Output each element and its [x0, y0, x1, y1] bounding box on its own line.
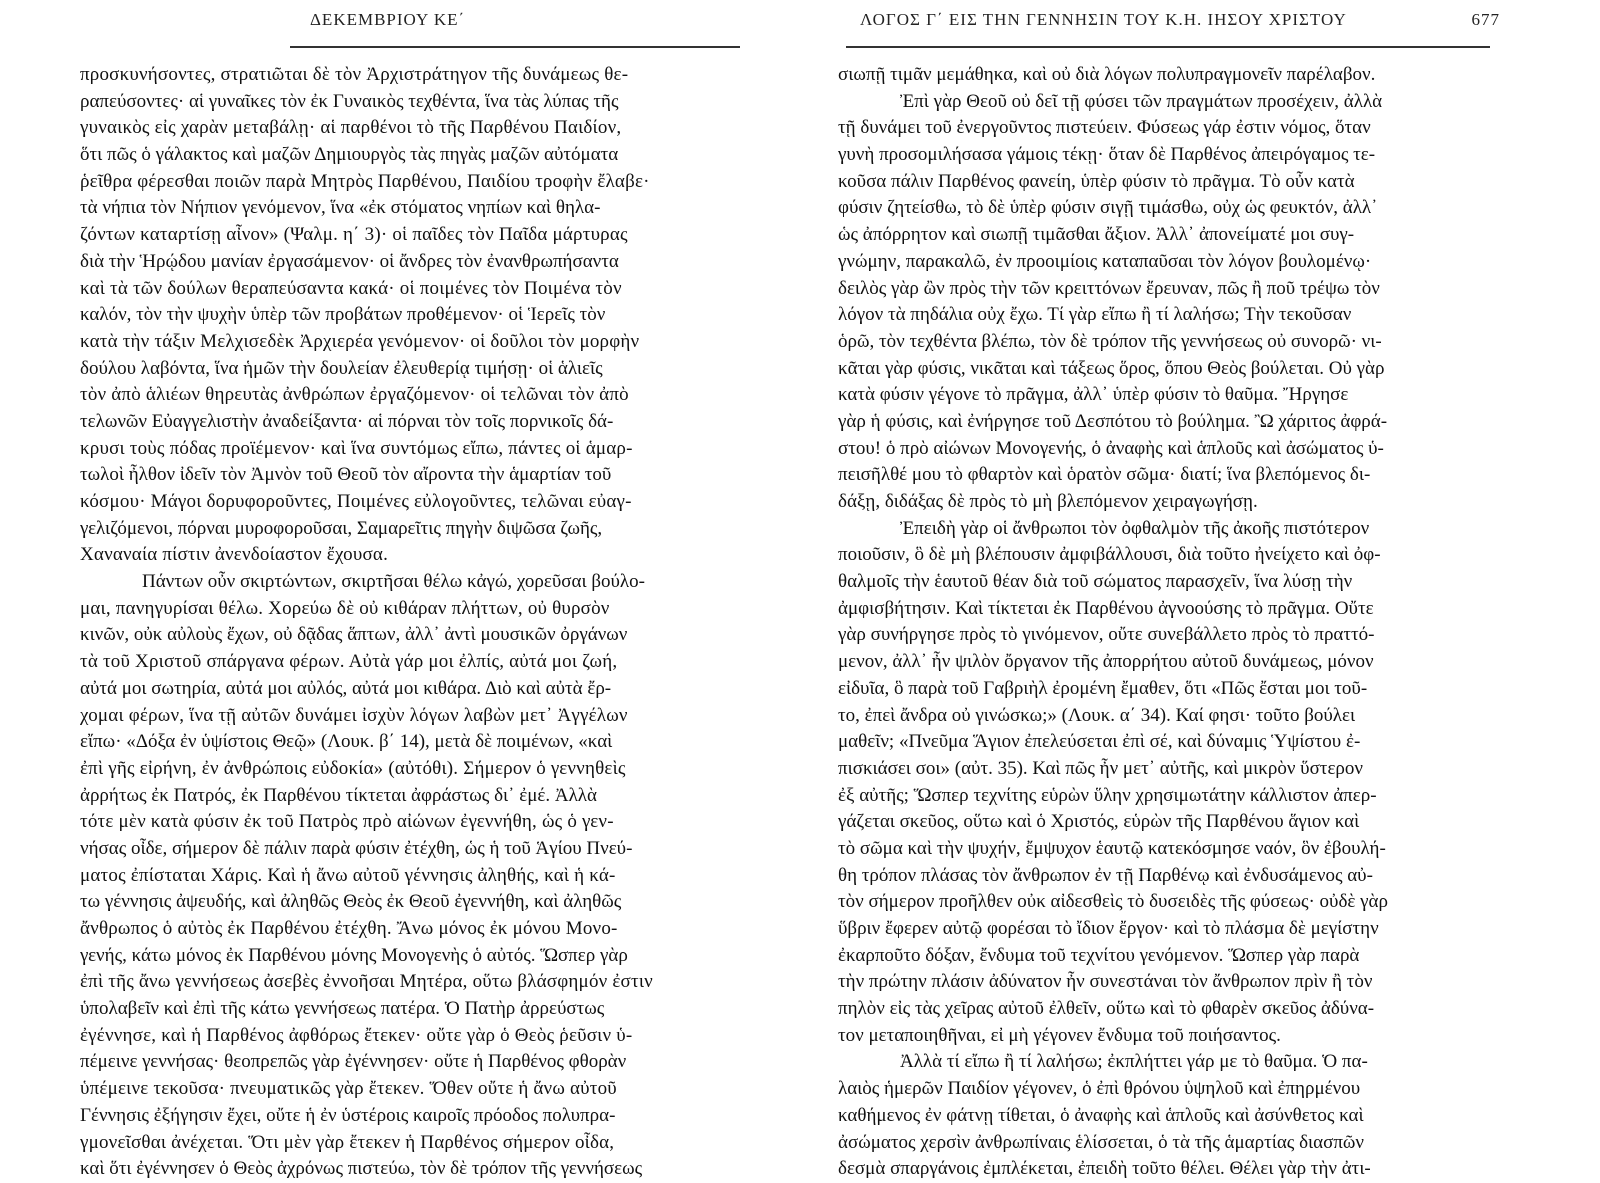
text-line: τὸν ἀπὸ ἁλιέων θηρευτὰς ἀνθρώπων ἐργαζόμενον· οἱ τελῶναι τὸν ἀπὸ — [80, 384, 629, 406]
text-line: γὰρ ἡ φύσις, καὶ ἐνήργησε τοῦ Δεσπότου τὸ βούλημα. Ὢ χάριτος ἀφρά- — [838, 410, 1388, 432]
header-rule — [846, 46, 1490, 48]
text-line: τὸν σήμερον προῆλθεν οὐκ αἰδεσθεὶς τὸ δυσειδὲς τῆς φύσεως· οὐδὲ γὰρ — [838, 891, 1388, 913]
text-line: γμονεῖσθαι ἀνέχεται. Ὅτι μὲν γὰρ ἔτεκεν ἡ Παρθένος σήμερον οἶδα, — [80, 1131, 615, 1153]
text-line: μενον, ἀλλ᾽ ἦν ψιλὸν ὄργανον τῆς ἀπορρήτου αὐτοῦ δυνάμεως, μόνον — [838, 651, 1374, 673]
text-line: Ἐπειδὴ γὰρ οἱ ἄνθρωποι τὸν ὀφθαλμὸν τῆς ἀκοῆς πιστότερον — [900, 517, 1370, 539]
text-line: κοῦσα πάλιν Παρθένος φανείη, ὑπὲρ φύσιν τὸ πρᾶγμα. Τὸ οὖν κατὰ — [838, 170, 1355, 192]
text-line: ἐπὶ γῆς εἰρήνη, ἐν ἀνθρώποις εὐδοκία» (αὐτόθι). Σήμερον ὁ γεννηθεὶς — [80, 757, 626, 779]
text-line: ῥεῖθρα φέρεσθαι ποιῶν παρὰ Μητρὸς Παρθένου, Παιδίου τροφὴν ἔλαβε· — [80, 170, 650, 192]
text-line: μαι, πανηγυρίσαι θέλω. Χορεύω δὲ οὐ κιθάραν πλήττων, οὐ θυρσὸν — [80, 597, 610, 619]
running-head: ΔΕΚΕΜΒΡΙΟΥ ΚΕ΄ — [310, 10, 466, 29]
text-line: Χαναναία πίστιν ἀνενδοίαστον ἔχουσα. — [80, 544, 389, 566]
text-line: μαθεῖν; «Πνεῦμα Ἅγιον ἐπελεύσεται ἐπὶ σέ, καὶ δύναμις Ὑψίστου ἐ- — [838, 731, 1361, 753]
text-line: θη τρόπον πλάσας τὸν ἄνθρωπον ἐν τῇ Παρθένῳ καὶ ἐνδυσάμενος αὐ- — [838, 864, 1373, 886]
text-line: το, ἐπεὶ ἄνδρα οὐ γινώσκω;» (Λουκ. α΄ 34). Καί φησι· τοῦτο βούλει — [838, 704, 1356, 726]
text-line: εἰδυῖα, ὃ παρὰ τοῦ Γαβριὴλ ἐρομένη ἔμαθεν, ὅτι «Πῶς ἔσται μοι τοῦ- — [838, 677, 1368, 699]
text-line: ζόντων καταρτίσῃ αἶνον» (Ψαλμ. η΄ 3)· οἱ παῖδες τὸν Παῖδα μάρτυρας — [80, 224, 628, 246]
text-line: Ἀλλὰ τί εἴπω ἢ τί λαλήσω; ἐκπλήττει γάρ με τὸ θαῦμα. Ὁ πα- — [900, 1051, 1368, 1073]
text-line: σιωπῇ τιμᾶν μεμάθηκα, καὶ οὐ διὰ λόγων πολυπραγμονεῖν παρέλαβον. — [838, 64, 1376, 85]
text-line: πηλὸν εἰς τὰς χεῖρας αὐτοῦ ἐλθεῖν, οὕτω καὶ τὸ φθαρὲν σκεῦος ἀδύνα- — [838, 998, 1375, 1020]
text-line: φύσιν ζητείσθω, τὸ δὲ ὑπὲρ φύσιν σιγῇ τιμάσθω, οὐχ ὡς φευκτόν, ἀλλ᾽ — [838, 197, 1378, 219]
running-head-title: ΛΟΓΟΣ Γ΄ ΕΙΣ ΤΗΝ ΓΕΝΝΗΣΙΝ ΤΟΥ Κ.Η. ΙΗΣΟΥ ΧΡΙΣΤΟΥ — [860, 10, 1347, 29]
text-line: δεσμὰ σπαργάνοις ἐμπλέκεται, ἐπειδὴ τοῦτο θέλει. Θέλει γὰρ τὴν ἀτι- — [838, 1158, 1371, 1180]
text-line: τὴν πρώτην πλάσιν ἀδύνατον ἦν συνεστάναι τὸν ἄνθρωπον πρὶν ἢ τὸν — [838, 971, 1373, 993]
text-line: γενής, κάτω μόνος ἐκ Παρθένου μόνης Μονογενὴς ὁ αὐτός. Ὥσπερ γὰρ — [80, 944, 628, 966]
text-line: χομαι φέρων, ἵνα τῇ αὐτῶν δυνάμει ἰσχὺν λόγων λαβὼν μετ᾽ Ἀγγέλων — [80, 704, 628, 726]
text-line: διὰ τὴν Ἡρῴδου μανίαν ἐργασάμενον· οἱ ἄνδρες τὸν ἐνανθρωπήσαντα — [80, 250, 619, 272]
text-line: Πάντων οὖν σκιρτώντων, σκιρτῆσαι θέλω κἀγώ, χορεῦσαι βούλο- — [142, 571, 645, 593]
text-line: ματος ἐπίσταται Χάρις. Καὶ ἡ ἄνω αὐτοῦ γέννησις ἀληθής, καὶ ἡ κά- — [80, 864, 616, 886]
text-line: στου! ὁ πρὸ αἰώνων Μονογενής, ὁ ἀναφὴς καὶ ἁπλοῦς καὶ ἀσώματος ὑ- — [838, 437, 1384, 459]
text-line: τελωνῶν Εὐαγγελιστὴν ἀναδείξαντα· αἱ πόρναι τὸν τοῖς πορνικοῖς δά- — [80, 410, 614, 432]
text-line: γὰρ συνήργησε πρὸς τὸ γινόμενον, οὔτε συνεβάλλετο πρὸς τὸ πραττό- — [838, 624, 1375, 646]
text-line: καὶ τὰ τῶν δούλων θεραπεύσαντα κακά· οἱ ποιμένες τὸν Ποιμένα τὸν — [80, 277, 622, 299]
text-line: γελιζόμενοι, πόρναι μυροφοροῦσαι, Σαμαρεῖτις πηγὴν διψῶσα ζωῆς, — [80, 517, 603, 539]
text-line: προσκυνήσοντες, στρατιῶται δὲ τὸν Ἀρχιστράτηγον τῆς δυνάμεως θε- — [80, 64, 629, 85]
text-line: τὸ σῶμα καὶ τὴν ψυχήν, ἔμψυχον ἑαυτῷ κατεκόσμησε ναόν, ὃν ἐβουλή- — [838, 837, 1386, 859]
text-line: τον μεταποιηθῆναι, εἰ μὴ γέγονεν ἔνδυμα τοῦ ποιήσαντος. — [838, 1024, 1281, 1046]
text-line: τὰ νήπια τὸν Νήπιον γενόμενον, ἵνα «ἐκ στόματος νηπίων καὶ θηλα- — [80, 197, 601, 219]
text-line: δάξῃ, διδάξας δὲ πρὸς τὸ μὴ βλεπόμενον χειραγωγήσῃ. — [838, 491, 1258, 512]
text-line: ἐκαρποῦτο δόξαν, ἔνδυμα τοῦ τεχνίτου γενόμενον. Ὥσπερ γὰρ παρὰ — [838, 944, 1360, 966]
page-text — [838, 62, 1510, 1183]
page-number: 677 — [1471, 10, 1500, 29]
text-line: πισκιάσει σοι» (αὐτ. 35). Καὶ πῶς ἦν μετ᾽ αὐτῆς, καὶ μικρὸν ὕστερον — [838, 757, 1363, 779]
text-line: τωλοὶ ἦλθον ἰδεῖν τὸν Ἀμνὸν τοῦ Θεοῦ τὸν αἴροντα τὴν ἁμαρτίαν τοῦ — [80, 464, 612, 486]
text-line: γάζεται σκεῦος, οὕτω καὶ ὁ Χριστός, εὑρὼν τῆς Παρθένου ἅγιον καὶ — [838, 811, 1360, 833]
text-line: λαιὸς ἡμερῶν Παιδίον γέγονεν, ὁ ἐπὶ θρόνου ὑψηλοῦ καὶ ἐπηρμένου — [838, 1078, 1361, 1100]
running-head — [838, 10, 1510, 32]
text-line: καὶ ὅτι ἐγέννησεν ὁ Θεὸς ἀχρόνως πιστεύω, τὸν δὲ τρόπον τῆς γεννήσεως — [80, 1158, 643, 1180]
text-line: γυνὴ προσομιλήσασα γάμοις τέκῃ· ὅταν δὲ Παρθένος ἀπειρόγαμος τε- — [838, 144, 1376, 166]
header-rule — [290, 46, 740, 48]
text-line: ἀρρήτως ἐκ Πατρός, ἐκ Παρθένου τίκτεται ἀφράστως δι᾽ ἐμέ. Ἀλλὰ — [80, 784, 597, 806]
text-line: Ἐπὶ γὰρ Θεοῦ οὐ δεῖ τῇ φύσει τῶν πραγμάτων προσέχειν, ἀλλὰ — [900, 90, 1383, 112]
text-line: ὑπέμεινε τεκοῦσα· πνευματικῶς γὰρ ἔτεκεν. Ὅθεν οὔτε ἡ ἄνω αὐτοῦ — [80, 1078, 617, 1100]
text-line: ποιοῦσιν, ὃ δὲ μὴ βλέπουσιν ἀμφιβάλλουσι, διὰ τοῦτο ἠνείχετο καὶ ὀφ- — [838, 544, 1381, 566]
text-line: ραπεύσοντες· αἱ γυναῖκες τὸν ἐκ Γυναικὸς τεχθέντα, ἵνα τὰς λύπας τῆς — [80, 90, 619, 112]
text-line: καλόν, τὸν τὴν ψυχὴν ὑπὲρ τῶν προβάτων προθέμενον· οἱ Ἱερεῖς τὸν — [80, 304, 606, 326]
text-line: τότε μὲν κατὰ φύσιν ἐκ τοῦ Πατρὸς πρὸ αἰώνων ἐγεννήθη, ὡς ὁ γεν- — [80, 811, 614, 833]
left-page — [80, 0, 770, 1180]
text-line: κρυσι τοὺς πόδας προϊέμενον· καὶ ἵνα συντόμως εἴπω, πάντες οἱ ἁμαρ- — [80, 437, 633, 459]
text-line: Γέννησις ἐξήγησιν ἔχει, οὔτε ἡ ἐν ὑστέροις καιροῖς πρόοδος πολυπρα- — [80, 1104, 616, 1126]
text-line: γνώμην, παρακαλῶ, ἐν προοιμίοις καταπαῦσαι τὸν λόγον βουλομένῳ· — [838, 250, 1372, 272]
text-line: αὐτά μοι σωτηρία, αὐτά μοι αὐλός, αὐτά μοι κιθάρα. Διὸ καὶ αὐτὰ ἔρ- — [80, 677, 612, 699]
text-line: ὑπολαβεῖν καὶ ἐπὶ τῆς κάτω γεννήσεως πατέρα. Ὁ Πατὴρ ἀρρεύστως — [80, 998, 605, 1020]
text-line: ὕβριν ἔφερεν αὐτῷ φορέσαι τὸ ἴδιον ἔργον· καὶ τὸ πλάσμα δὲ μεγίστην — [838, 918, 1379, 939]
text-line: ὅτι πῶς ὁ γάλακτος καὶ μαζῶν Δημιουργὸς τὰς πηγὰς μαζῶν αὐτόματα — [80, 144, 619, 166]
text-line: τω γέννησις ἀψευδής, καὶ ἀληθῶς Θεὸς ἐκ Θεοῦ ἐγεννήθη, καὶ ἀληθῶς — [80, 891, 622, 913]
text-line: κατὰ τὴν τάξιν Μελχισεδὲκ Ἀρχιερέα γενόμενον· οἱ δοῦλοι τὸν μορφὴν — [80, 330, 640, 352]
text-line: εἴπω· «Δόξα ἐν ὑψίστοις Θεῷ» (Λουκ. β΄ 14), μετὰ δὲ ποιμένων, «καὶ — [80, 731, 613, 753]
text-line: ἄνθρωπος ὁ αὐτὸς ἐκ Παρθένου ἐτέχθη. Ἄνω μόνος ἐκ μόνου Μονο- — [80, 918, 618, 939]
text-line: πεισῆλθέ μου τὸ φθαρτὸν καὶ ὁρατὸν σῶμα· διατί; ἵνα βλεπόμενος δι- — [838, 464, 1371, 486]
text-line: ἐγέννησε, καὶ ἡ Παρθένος ἀφθόρως ἔτεκεν· οὔτε γὰρ ὁ Θεὸς ῥεῦσιν ὑ- — [80, 1024, 633, 1046]
text-line: ὁρῶ, τὸν τεχθέντα βλέπω, τὸν δὲ τρόπον τῆς γεννήσεως οὐ συνορῶ· νι- — [838, 330, 1382, 352]
text-line: θαλμοῖς τὴν ἑαυτοῦ θέαν διὰ τοῦ σώματος παρασχεῖν, ἵνα λύσῃ τὴν — [838, 571, 1353, 593]
text-line: δούλου λαβόντα, ἵνα ἡμῶν τὴν δουλείαν ἐλευθερίᾳ τιμήσῃ· οἱ ἁλιεῖς — [80, 357, 603, 379]
text-line: ἐπὶ τῆς ἄνω γεννήσεως ἀσεβὲς ἐννοῆσαι Μητέρα, οὕτω βλάσφημόν ἐστιν — [80, 971, 653, 993]
text-line: ἐξ αὐτῆς; Ὥσπερ τεχνίτης εὑρὼν ὕλην χρησιμωτάτην κάλλιστον ἀπερ- — [838, 784, 1377, 806]
text-line: κατὰ φύσιν γέγονε τὸ πρᾶγμα, ἀλλ᾽ ὑπὲρ φύσιν τὸ θαῦμα. Ἤργησε — [838, 384, 1349, 406]
text-line: γυναικὸς εἰς χαρὰν μεταβάλῃ· αἱ παρθένοι τὸ τῆς Παρθένου Παιδίον, — [80, 117, 622, 139]
text-line: κόσμου· Μάγοι δορυφοροῦντες, Ποιμένες εὐλογοῦντες, τελῶναι εὐαγ- — [80, 491, 632, 512]
text-line: κᾶται γὰρ φύσις, νικᾶται καὶ τάξεως ὅρος, ὅπου Θεὸς βούλεται. Οὐ γὰρ — [838, 357, 1385, 379]
text-line: κινῶν, οὐκ αὐλοὺς ἔχων, οὐ δᾷδας ἅπτων, ἀλλ᾽ ἀντὶ μουσικῶν ὀργάνων — [80, 624, 628, 646]
right-page — [838, 0, 1510, 1180]
text-line: ὡς ἀπόρρητον καὶ σιωπῇ τιμᾶσθαι ἄξιον. Ἀλλ᾽ ἀπονείματέ μοι συγ- — [838, 224, 1355, 246]
text-line: δειλὸς γὰρ ὢν πρὸς τὴν τῶν κρειττόνων ἔρευναν, πῶς ἢ ποῦ τρέψω τὸν — [838, 277, 1380, 299]
text-line: πέμεινε γεννήσας· θεοπρεπῶς γὰρ ἐγέννησεν· οὔτε ἡ Παρθένος φθορὰν — [80, 1051, 627, 1073]
text-line: νήσας οἶδε, σήμερον δὲ πάλιν παρὰ φύσιν ἐτέχθη, ὡς ἡ τοῦ Ἁγίου Πνεύ- — [80, 837, 633, 859]
text-line: καθήμενος ἐν φάτνῃ τίθεται, ὁ ἀναφὴς καὶ ἁπλοῦς καὶ ἀσύνθετος καὶ — [838, 1104, 1364, 1126]
text-line: λόγον τὰ πηδάλια οὐχ ἔχω. Τί γὰρ εἴπω ἢ τί λαλήσω; Τὴν τεκοῦσαν — [838, 304, 1352, 326]
page-text — [80, 62, 770, 1183]
text-line: τὰ τοῦ Χριστοῦ σπάργανα φέρων. Αὐτὰ γάρ μοι ἐλπίς, αὐτά μοι ζωή, — [80, 651, 618, 673]
text-line: ἀμφισβήτησιν. Καὶ τίκτεται ἐκ Παρθένου ἀγνοούσης τὸ πρᾶγμα. Οὔτε — [838, 597, 1374, 619]
text-line: ἀσώματος χερσὶν ἀνθρωπίναις ἑλίσσεται, ὁ τὰ τῆς ἁμαρτίας διασπῶν — [838, 1131, 1365, 1153]
text-line: τῇ δυνάμει τοῦ ἐνεργοῦντος πιστεύειν. Φύσεως γάρ ἐστιν νόμος, ὅταν — [838, 117, 1371, 139]
